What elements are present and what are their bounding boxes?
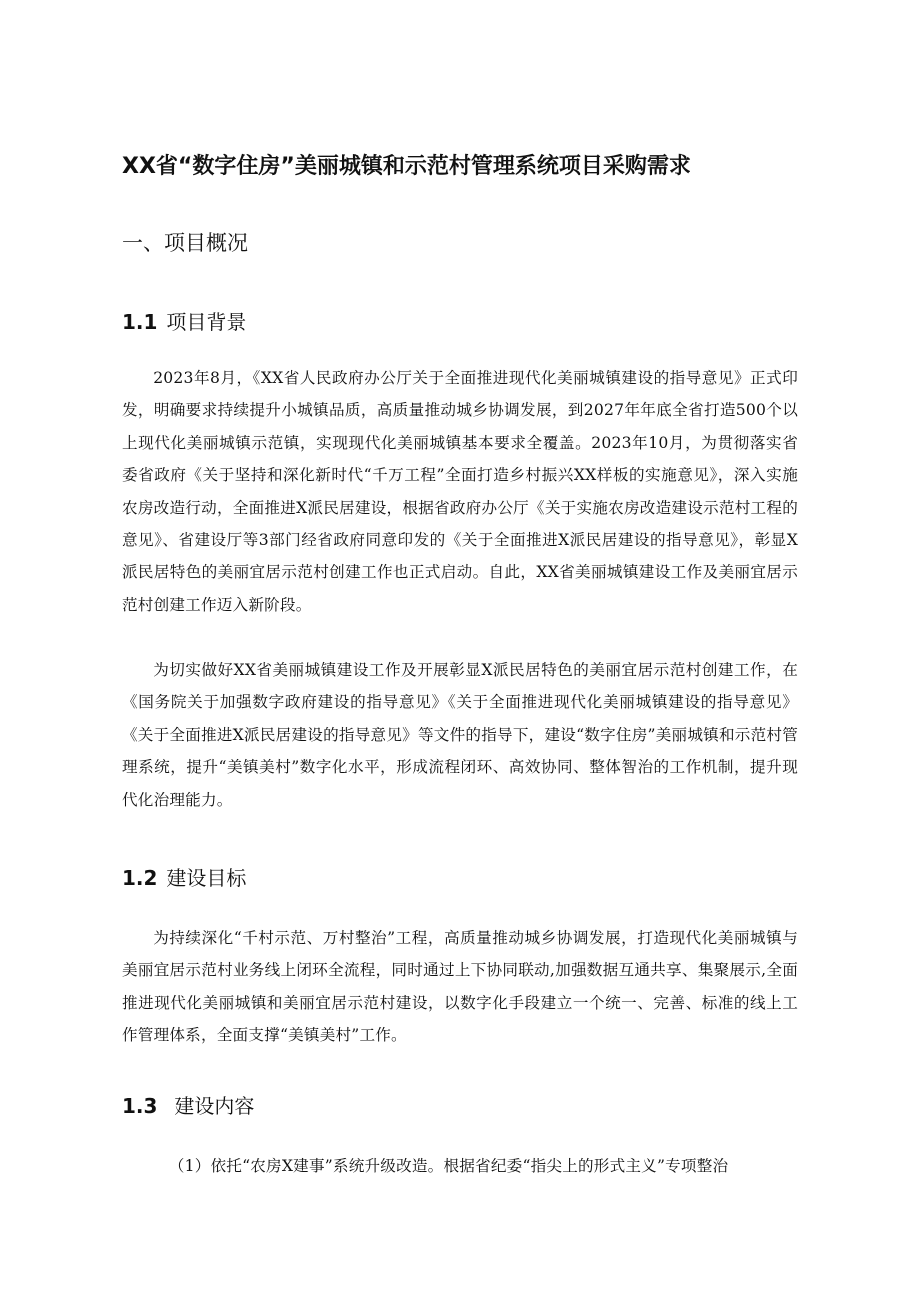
subsection-number: 1.3 (122, 1094, 158, 1118)
subsection-heading-content (122, 1090, 254, 1122)
content-paragraph: （1）依托“农房X建事”系统升级改造。根据省纪委“指尖上的形式主义”专项整治 (168, 1157, 729, 1175)
background-paragraph-2: 为切实做好XX省美丽城镇建设工作及开展彰显X派民居特色的美丽宜居示范村创建工作，在《国务院关于加强数字政府建设的指导意见》《关于全面推进现代化美丽城镇建设的指导意见》《关于全面推进X派民居建设的指导意见》等文件的指导下，建设“数字住房”美丽城镇和示范村管理系统，提升“美镇美村”数字化水平，形成流程闭环、高效协同、整体智治的工作机制，提升现代化治理能力。 (122, 661, 798, 809)
section-heading-overview: 一、项目概况 (122, 231, 248, 255)
subsection-heading-goals (122, 862, 246, 894)
subsection-title: 项目背景 (166, 310, 247, 334)
subsection-title: 建设目标 (166, 866, 247, 890)
goals-paragraph: 为持续深化“千村示范、万村整治”工程，高质量推动城乡协调发展，打造现代化美丽城镇与美丽宜居示范村业务线上闭环全流程，同时通过上下协同联动,加强数据互通共享、集聚展示,全面推进现代化美丽城镇和美丽宜居示范村建设，以数字化手段建立一个统一、完善、标准的线上工作管理体系，全面支撑“美镇美村”工作。 (122, 929, 798, 1045)
background-paragraph-1: 2023年8月，《XX省人民政府办公厅关于全面推进现代化美丽城镇建设的指导意见》正式印发，明确要求持续提升小城镇品质，高质量推动城乡协调发展，到2027年年底全省打造500个以上现代化美丽城镇示范镇，实现现代化美丽城镇基本要求全覆盖。2023年10月，为贯彻落实省委省政府《关于坚持和深化新时代“千万工程”全面打造乡村振兴XX样板的实施意见》，深入实施农房改造行动，全面推进X派民居建设，根据省政府办公厅《关于实施农房改造建设示范村工程的意见》、省建设厅等3部门经省政府同意印发的《关于全面推进X派民居建设的指导意见》，彰显X派民居特色的美丽宜居示范村创建工作也正式启动。自此，XX省美丽城镇建设工作及美丽宜居示范村创建工作迈入新阶段。 (122, 369, 798, 614)
document-title: XX省“数字住房”美丽城镇和示范村管理系统项目采购需求 (122, 154, 691, 179)
subsection-title: 建设内容 (174, 1094, 255, 1118)
subsection-heading-background (122, 306, 246, 338)
subsection-number: 1.2 (122, 866, 158, 890)
subsection-number: 1.1 (122, 310, 158, 334)
